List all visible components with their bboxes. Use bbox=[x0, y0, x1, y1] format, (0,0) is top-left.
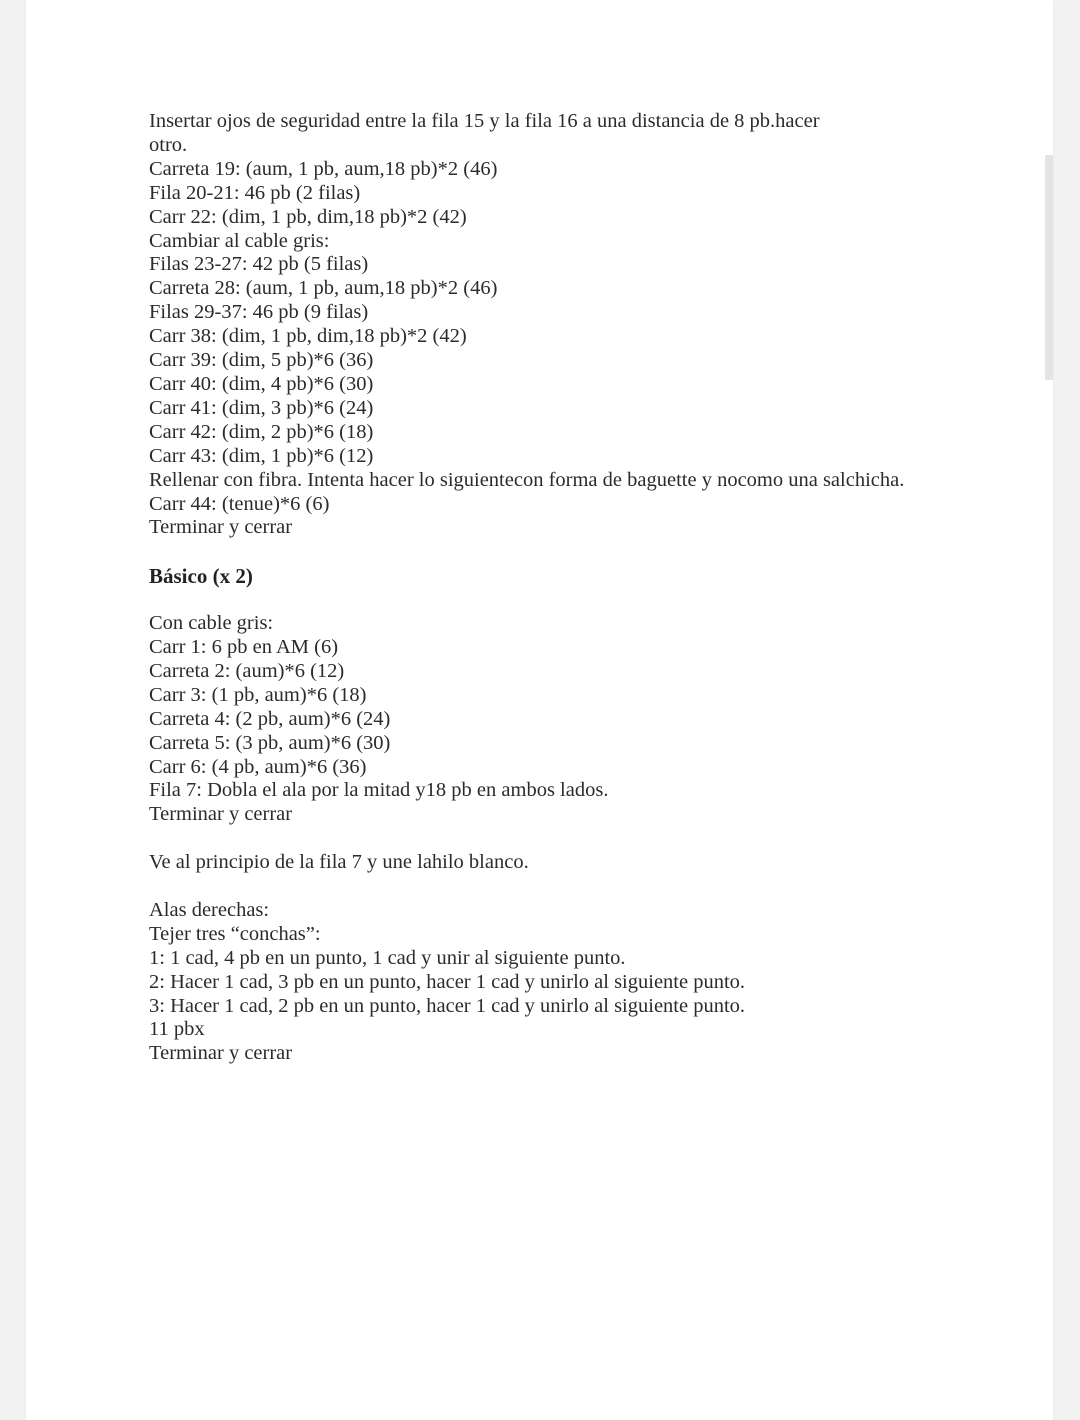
text-line: Carr 40: (dim, 4 pb)*6 (30) bbox=[149, 372, 374, 395]
text-line: Cambiar al cable gris: bbox=[149, 229, 330, 252]
text-line: Con cable gris: bbox=[149, 612, 274, 635]
scrollbar[interactable] bbox=[1045, 155, 1053, 380]
text-line: Terminar y cerrar bbox=[149, 516, 293, 539]
text-line: Fila 20-21: 46 pb (2 filas) bbox=[149, 181, 361, 204]
text-line: Carreta 4: (2 pb, aum)*6 (24) bbox=[149, 707, 391, 730]
text-line: Carr 42: (dim, 2 pb)*6 (18) bbox=[149, 420, 374, 443]
text-line: Carreta 2: (aum)*6 (12) bbox=[149, 659, 345, 682]
text-line: Carr 22: (dim, 1 pb, dim,18 pb)*2 (42) bbox=[149, 205, 467, 228]
text-line: Filas 23-27: 42 pb (5 filas) bbox=[149, 253, 369, 276]
text-line: Carreta 28: (aum, 1 pb, aum,18 pb)*2 (46) bbox=[149, 277, 498, 300]
section-heading: Básico (x 2) bbox=[149, 564, 253, 589]
text-line: Carr 3: (1 pb, aum)*6 (18) bbox=[149, 683, 367, 706]
text-line: Carr 44: (tenue)*6 (6) bbox=[149, 492, 330, 515]
text-line: Alas derechas: bbox=[149, 898, 270, 921]
text-line: Carr 38: (dim, 1 pb, dim,18 pb)*2 (42) bbox=[149, 325, 467, 348]
text-line: Insertar ojos de seguridad entre la fila 15 y la fila 16 a una distancia de 8 pb.hacer otro. bbox=[149, 110, 820, 156]
text-line: Tejer tres “conchas”: bbox=[149, 922, 321, 945]
text-line: Carr 6: (4 pb, aum)*6 (36) bbox=[149, 755, 367, 778]
text-line: 11 pbx bbox=[149, 1018, 205, 1041]
text-line: 3: Hacer 1 cad, 2 pb en un punto, hacer 1 cad y unirlo al siguiente punto. bbox=[149, 994, 746, 1017]
text-line: 2: Hacer 1 cad, 3 pb en un punto, hacer 1 cad y unirlo al siguiente punto. bbox=[149, 970, 746, 993]
note-line: Ve al principio de la fila 7 y une lahilo blanco. bbox=[149, 851, 529, 874]
document-content bbox=[149, 110, 1009, 1066]
text-line: Carreta 5: (3 pb, aum)*6 (30) bbox=[149, 731, 391, 754]
text-line: Carr 43: (dim, 1 pb)*6 (12) bbox=[149, 444, 374, 467]
text-line: Terminar y cerrar bbox=[149, 803, 293, 826]
text-line: Carreta 19: (aum, 1 pb, aum,18 pb)*2 (46) bbox=[149, 157, 498, 180]
text-line: Carr 41: (dim, 3 pb)*6 (24) bbox=[149, 396, 374, 419]
text-line: Filas 29-37: 46 pb (9 filas) bbox=[149, 301, 369, 324]
text-line: Terminar y cerrar bbox=[149, 1042, 293, 1065]
text-line: Carr 1: 6 pb en AM (6) bbox=[149, 636, 339, 658]
text-line: Rellenar con fibra. Intenta hacer lo siguientecon forma de baguette y nocomo una salchicha. bbox=[149, 468, 905, 491]
text-line: 1: 1 cad, 4 pb en un punto, 1 cad y unir al siguiente punto. bbox=[149, 946, 626, 969]
text-line: Fila 7: Dobla el ala por la mitad y18 pb en ambos lados. bbox=[149, 779, 609, 802]
text-line: Carr 39: (dim, 5 pb)*6 (36) bbox=[149, 349, 374, 372]
